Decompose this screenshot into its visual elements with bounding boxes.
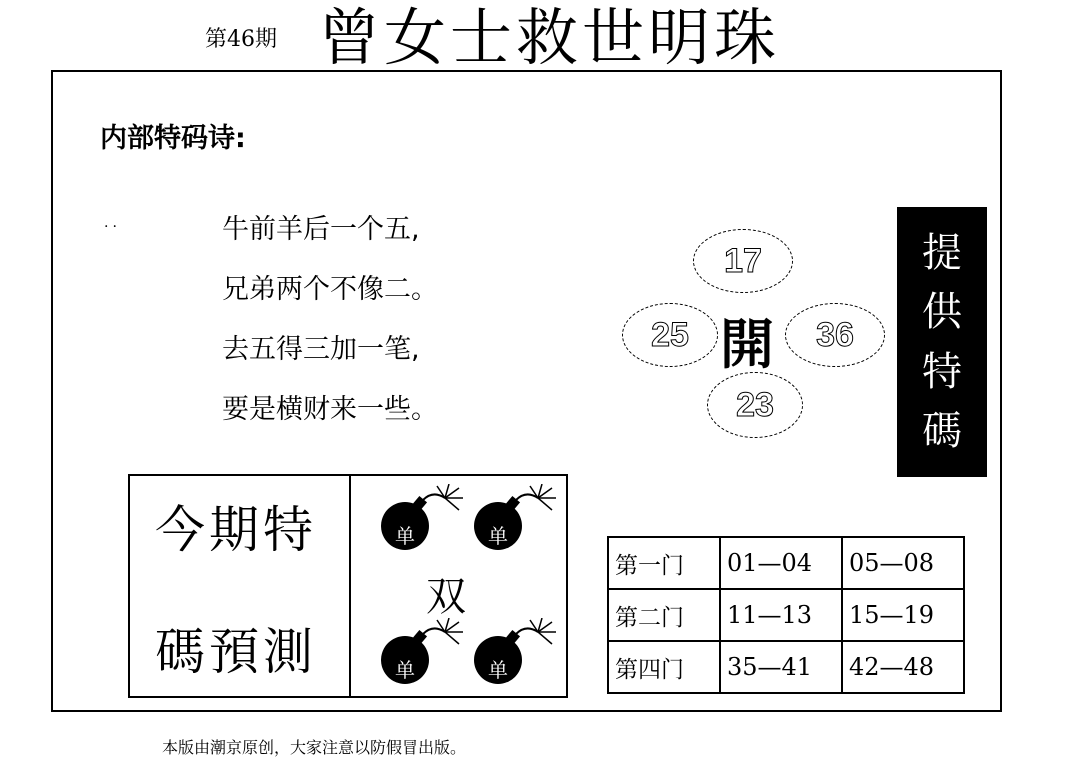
gates-table	[607, 536, 965, 694]
gate-name: 第四门	[608, 641, 720, 693]
even-prediction: 双	[426, 574, 466, 620]
draw-center-char: 開	[720, 313, 774, 376]
bomb-label: 单	[395, 524, 415, 548]
number-oval-left: 25	[622, 303, 718, 367]
gate-range: 05—08	[842, 537, 964, 589]
poem-line: 牛前羊后一个五,	[222, 214, 420, 245]
number-oval-top: 17	[693, 229, 793, 293]
poem-line: 要是横财来一些。	[222, 394, 438, 425]
table-row	[608, 641, 964, 693]
poem-line: 去五得三加一笔,	[222, 334, 420, 365]
prediction-divider	[349, 474, 351, 698]
number-oval-bottom: 23	[707, 372, 803, 438]
banner-char: 提	[922, 229, 962, 276]
gate-name: 第二门	[608, 589, 720, 641]
footer-notice: 本版由潮京原创，大家注意以防假冒出版。	[162, 738, 467, 757]
bomb-icon	[375, 618, 475, 688]
gate-name: 第一门	[608, 537, 720, 589]
gate-range: 01—04	[720, 537, 842, 589]
gate-range: 15—19	[842, 589, 964, 641]
banner-char: 特	[922, 348, 962, 395]
number-oval-right: 36	[785, 303, 885, 367]
prediction-label-line1: 今期特	[155, 501, 317, 559]
side-banner	[897, 207, 987, 477]
banner-char: 碼	[922, 408, 962, 455]
issue-number: 第46期	[205, 27, 277, 52]
decorative-dots: ..	[104, 215, 121, 231]
gate-range: 35—41	[720, 641, 842, 693]
gate-range: 11—13	[720, 589, 842, 641]
bomb-icon	[468, 618, 568, 688]
table-row	[608, 537, 964, 589]
bomb-label: 单	[395, 658, 415, 682]
poem-heading: 内部特码诗:	[100, 123, 246, 154]
table-row	[608, 589, 964, 641]
bomb-icon	[468, 484, 568, 554]
poem-block	[222, 205, 438, 445]
bomb-label: 单	[488, 658, 508, 682]
banner-char: 供	[922, 289, 962, 336]
bomb-icon	[375, 484, 475, 554]
page-title: 曾女士救世明珠	[318, 1, 781, 74]
bomb-label: 单	[488, 524, 508, 548]
prediction-label-line2: 碼預測	[155, 623, 317, 681]
poem-line: 兄弟两个不像二。	[222, 274, 438, 305]
gate-range: 42—48	[842, 641, 964, 693]
